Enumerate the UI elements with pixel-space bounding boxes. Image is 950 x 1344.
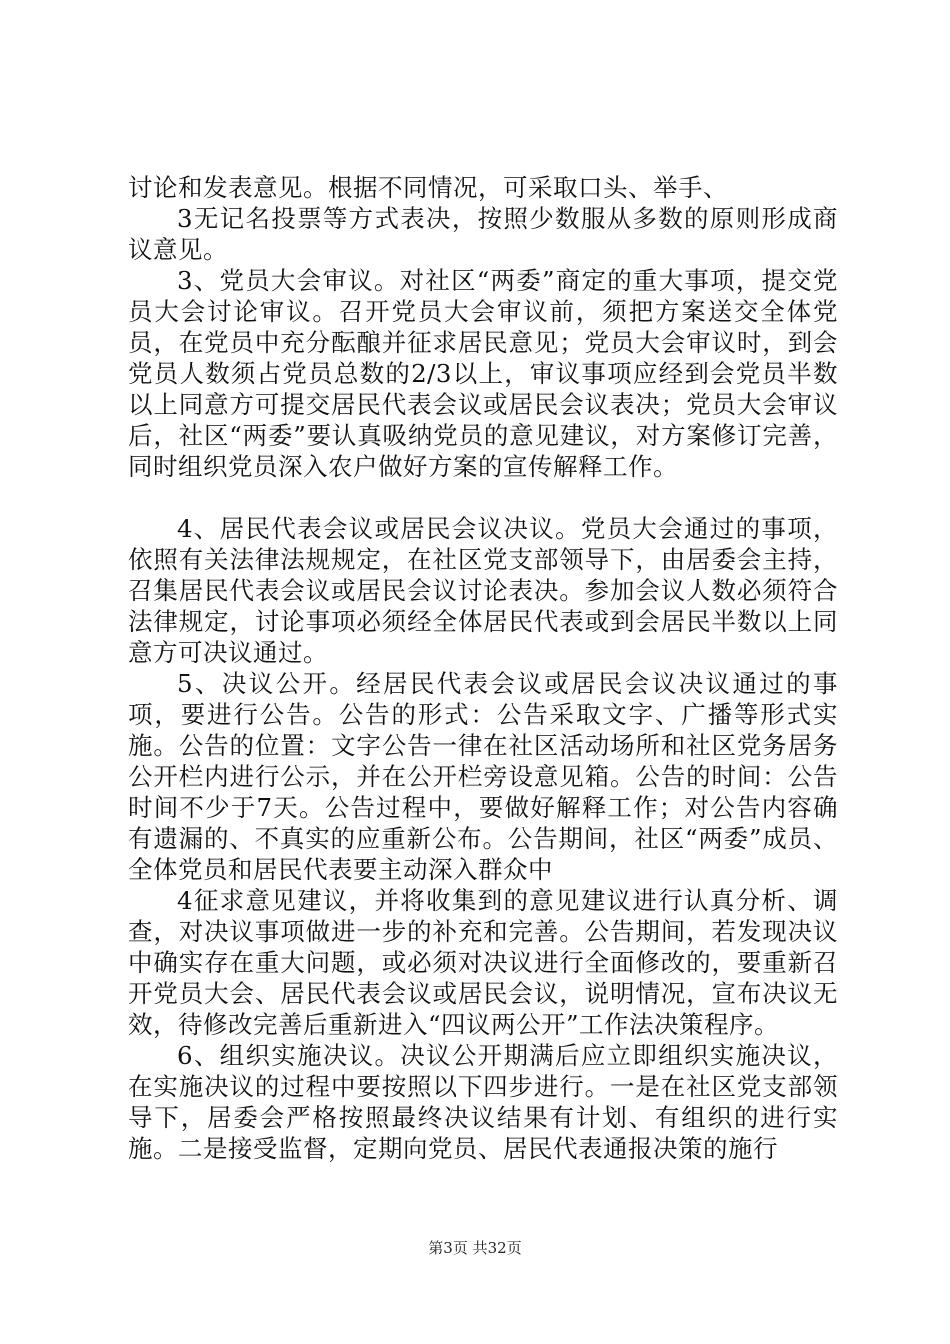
paragraph-2: 3无记名投票等方式表决，按照少数服从多数的原则形成商议意见。 <box>128 204 838 264</box>
document-body <box>128 172 838 1164</box>
paragraph-5: 5、决议公开。经居民代表会议或居民会议决议通过的事项，要进行公告。公告的形式：公告采取文字、广播等形式实施。公告的位置：文字公告一律在社区活动场所和社区党务居务公开栏内进行公示，并在公开栏旁设意见箱。公告的时间：公告时间不少于7天。公告过程中，要做好解释工作；对公告内容确有遗漏的、不真实的应重新公布。公告期间，社区“两委”成员、全体党员和居民代表要主动深入群众中 <box>128 669 838 884</box>
paragraph-1: 讨论和发表意见。根据不同情况，可采取口头、举手、 <box>128 173 728 202</box>
page-number-footer: 第3页 共32页 <box>428 1239 522 1257</box>
paragraph-4: 4、居民代表会议或居民会议决议。党员大会通过的事项，依照有关法律法规规定，在社区党支部领导下，由居委会主持，召集居民代表会议或居民会议讨论表决。参加会议人数必须符合法律规定，讨论事项必须经全体居民代表或到会居民半数以上同意方可决议通过。 <box>128 514 838 667</box>
paragraph-7: 6、组织实施决议。决议公开期满后应立即组织实施决议，在实施决议的过程中要按照以下四步进行。一是在社区党支部领导下，居委会严格按照最终决议结果有计划、有组织的进行实施。二是接受监督，定期向党员、居民代表通报决策的施行 <box>128 1041 838 1163</box>
paragraph-3: 3、党员大会审议。对社区“两委”商定的重大事项，提交党员大会讨论审议。召开党员大会审议前，须把方案送交全体党员，在党员中充分酝酿并征求居民意见；党员大会审议时，到会党员人数须占党员总数的2/3以上，审议事项应经到会党员半数以上同意方可提交居民代表会议或居民会议表决；党员大会审议后，社区“两委”要认真吸纳党员的意见建议，对方案修订完善，同时组织党员深入农户做好方案的宣传解释工作。 <box>128 266 838 481</box>
paragraph-6: 4征求意见建议，并将收集到的意见建议进行认真分析、调查，对决议事项做进一步的补充和完善。公告期间，若发现决议中确实存在重大问题，或必须对决议进行全面修改的，要重新召开党员大会、居民代表会议或居民会议，说明情况，宣布决议无效，待修改完善后重新进入“四议两公开”工作法决策程序。 <box>128 886 838 1039</box>
